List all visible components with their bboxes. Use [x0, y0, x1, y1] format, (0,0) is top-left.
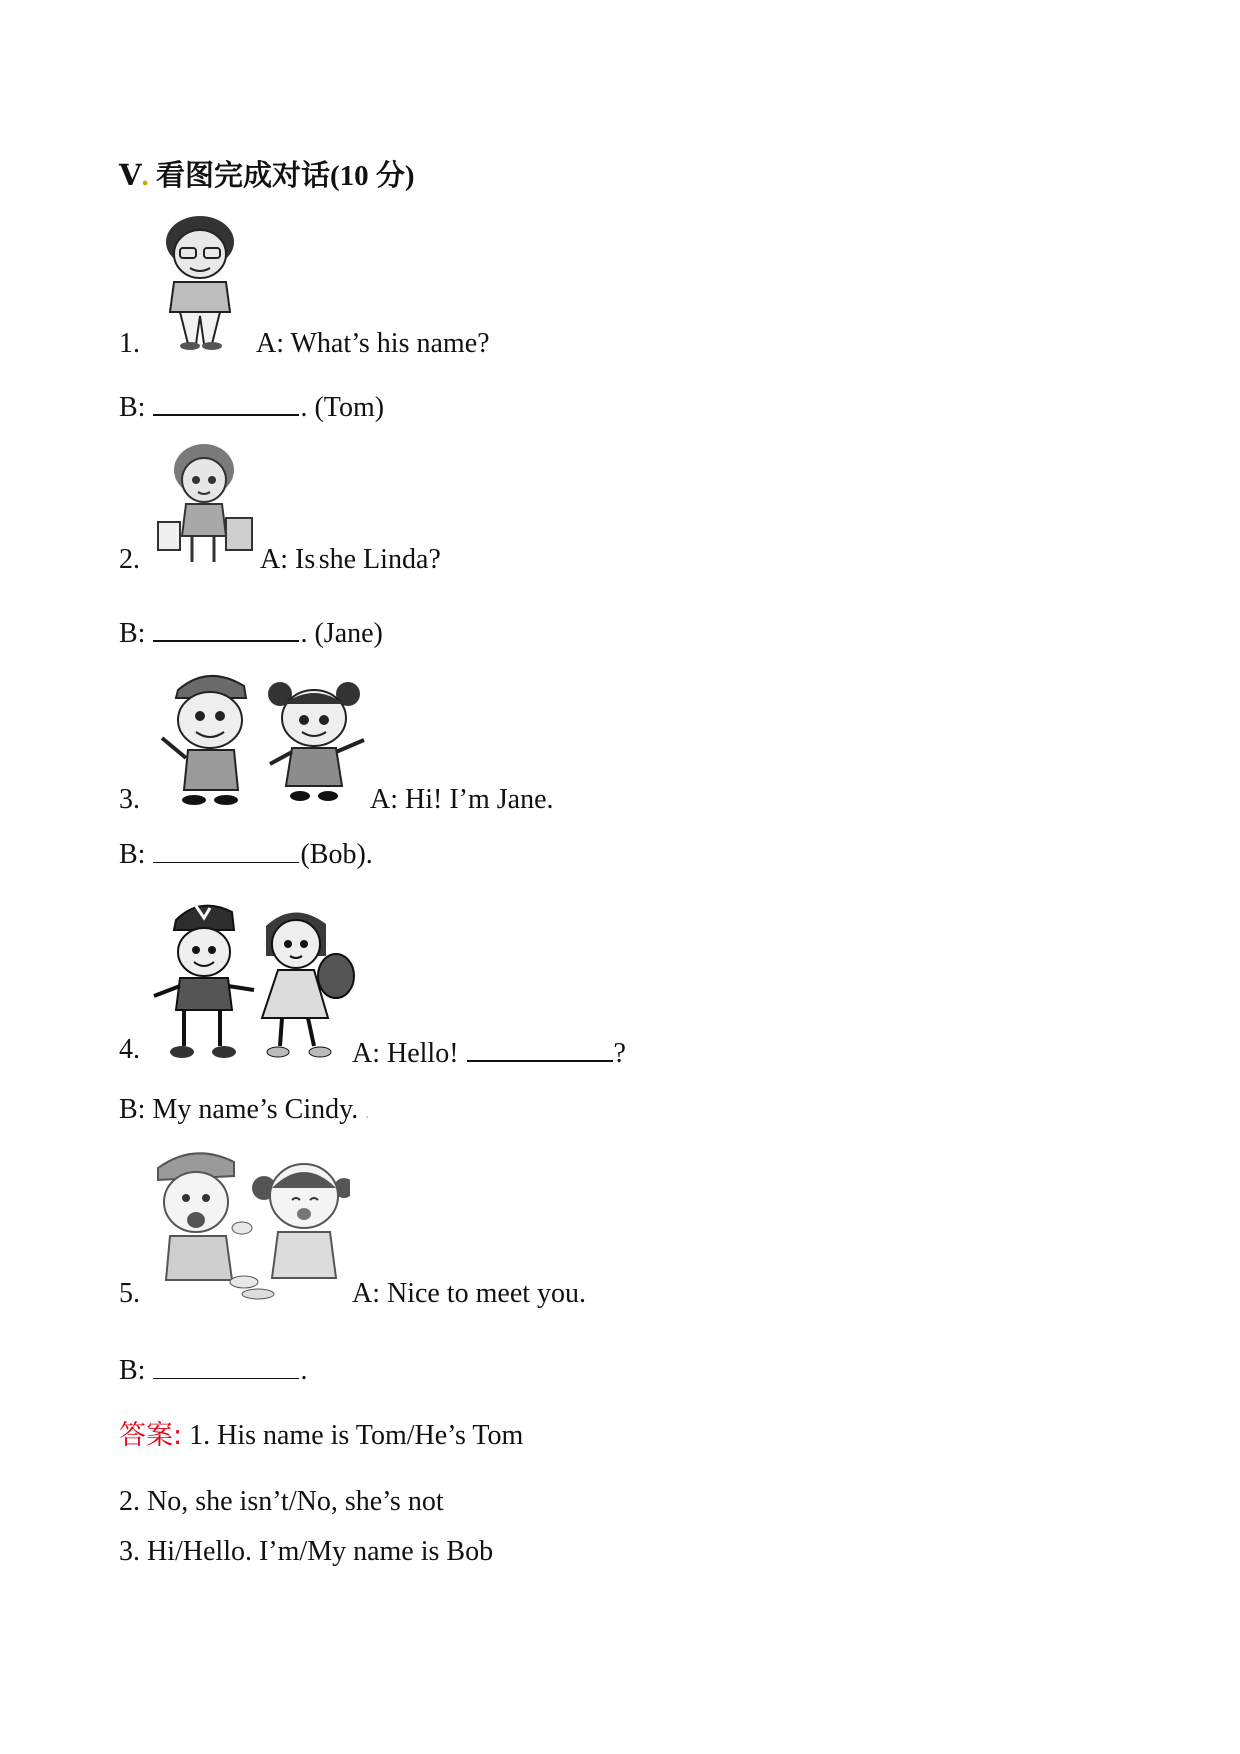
question-2-b-suffix: . (Jane): [300, 618, 383, 649]
question-1-b-prefix: B:: [119, 392, 146, 423]
question-2-a: [260, 544, 441, 581]
stray-dot: .: [315, 557, 319, 572]
question-4-b-dot: .: [365, 1107, 369, 1122]
question-3-answer-blank[interactable]: [153, 836, 299, 863]
question-3-b: [119, 836, 373, 871]
section-numeral: Ⅴ: [119, 160, 142, 192]
question-2-answer-blank[interactable]: [153, 614, 299, 642]
question-3-number: 3.: [119, 784, 140, 815]
question-5-b: [119, 1352, 307, 1387]
question-2-b: [119, 614, 383, 650]
question-5-a: A: Nice to meet you.: [352, 1278, 587, 1309]
question-1-b: [119, 388, 384, 424]
question-5-b-prefix: B:: [119, 1355, 146, 1386]
question-2-b-prefix: B:: [119, 618, 146, 649]
section-dot: .: [141, 160, 149, 192]
question-1-a: A: What’s his name?: [256, 328, 490, 359]
question-4-number: 4.: [119, 1034, 140, 1065]
question-1-b-suffix: . (Tom): [300, 392, 385, 423]
answer-line-3: 3. Hi/Hello. I’m/My name is Bob: [119, 1536, 494, 1567]
question-4-b-text: B: My name’s Cindy.: [119, 1094, 359, 1125]
question-2-a-end: she Linda?: [318, 544, 441, 575]
answer-1: 1. His name is Tom/He’s Tom: [189, 1420, 524, 1451]
question-4-b: [119, 1094, 369, 1131]
boy-with-glasses-icon: [152, 212, 252, 352]
question-3-b-prefix: B:: [119, 839, 146, 870]
question-5-number: 5.: [119, 1278, 140, 1309]
girl-with-bags-icon: [152, 440, 258, 566]
question-4-a-end: ?: [613, 1038, 626, 1069]
question-3-a: A: Hi! I’m Jane.: [370, 784, 554, 815]
question-4-a: [352, 1034, 626, 1070]
children-drinking-tea-icon: [154, 1148, 350, 1306]
answer-line-1: [119, 1420, 523, 1452]
answer-line-2: 2. No, she isn’t/No, she’s not: [119, 1486, 444, 1517]
question-4-answer-blank[interactable]: [467, 1034, 613, 1062]
question-2-number: 2.: [119, 544, 140, 575]
question-3-b-suffix: (Bob).: [300, 839, 373, 870]
question-4-a-start: A: Hello!: [352, 1038, 459, 1069]
section-title: [119, 160, 415, 192]
question-5-b-suffix: .: [300, 1355, 308, 1386]
question-2-a-start: A: Is: [260, 544, 316, 575]
question-1-number: 1.: [119, 328, 140, 359]
question-5-answer-blank[interactable]: [153, 1352, 299, 1379]
boy-and-girl-waving-icon: [152, 668, 370, 812]
answer-label: 答案:: [119, 1420, 183, 1451]
boy-and-girl-greeting-icon: [150, 896, 356, 1062]
question-1-answer-blank[interactable]: [153, 388, 299, 416]
section-title-text: 看图完成对话(10 分): [156, 160, 415, 192]
